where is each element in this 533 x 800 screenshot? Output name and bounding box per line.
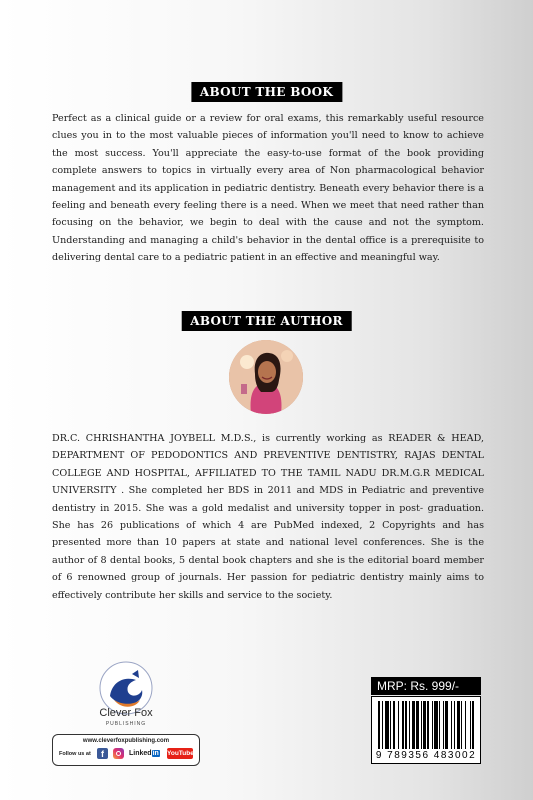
author-photo [229,340,303,414]
about-book-heading: ABOUT THE BOOK [191,82,342,102]
mrp-price: MRP: Rs. 999/- [371,677,481,695]
about-book-text: Perfect as a clinical guide or a review for oral exams, this remarkably useful resource clues you in to the most valuable pieces of information you'll need to know to achieve the most success. You'll appreciate the easy-to-use format of the book providing complete answers to topics in virtually every area of Non pharmacological behavior management and its application in pediatric dentistry. Beneath every behavior there is a feeling and beneath every feeling there is a need. When we meet that need rather than focusing on the behavior, we begin to deal with the cause and not the symptom. Understanding and managing a child's behavior in the dental office is a prerequisite to delivering dental care to a pediatric patient in an effective and meaningful way. [52,113,484,264]
barcode-bars [378,701,476,749]
follow-us-label: Follow us at [59,751,91,757]
linkedin-badge: in [152,750,159,757]
linkedin-icon[interactable] [129,750,160,757]
publisher-subtitle: PUBLISHING [105,721,147,727]
about-author-heading: ABOUT THE AUTHOR [181,311,352,331]
linkedin-label: Linked [129,750,152,757]
publisher-url[interactable]: www.cleverfoxpublishing.com [82,738,170,744]
isbn-number: 9 789356 483002 [375,750,477,761]
social-links-box [52,734,200,766]
youtube-icon[interactable]: YouTube [167,750,194,757]
instagram-icon[interactable] [113,748,124,759]
barcode-bar [474,701,475,749]
facebook-icon[interactable]: f [97,748,108,759]
publisher-name: Clever Fox [99,707,153,719]
barcode [371,696,481,764]
about-author-text: DR.C. CHRISHANTHA JOYBELL M.D.S., is currently working as READER & HEAD, DEPARTMENT OF PEDODONTICS AND PREVENTIVE DENTISTRY, RAJAS DENTAL COLLEGE AND HOSPITAL, AFFILIATED TO THE TAMIL NADU DR.M.G.R MEDICAL UNIVERSITY . She completed her BDS in 2011 and MDS in Pediatric and preventive dentistry in 2015. She was a gold medalist and university topper in post- graduation. She has 26 publications of which 4 are PubMed indexed, 2 Copyrights and has presented more than 10 papers at state and national level conferences. She is the author of 8 dental books, 5 dental book chapters and she is the editorial board member of 6 renowned group of journals. Her passion for pediatric dentistry mainly aims to effectively contribute her skills and service to the society. [52,433,484,601]
